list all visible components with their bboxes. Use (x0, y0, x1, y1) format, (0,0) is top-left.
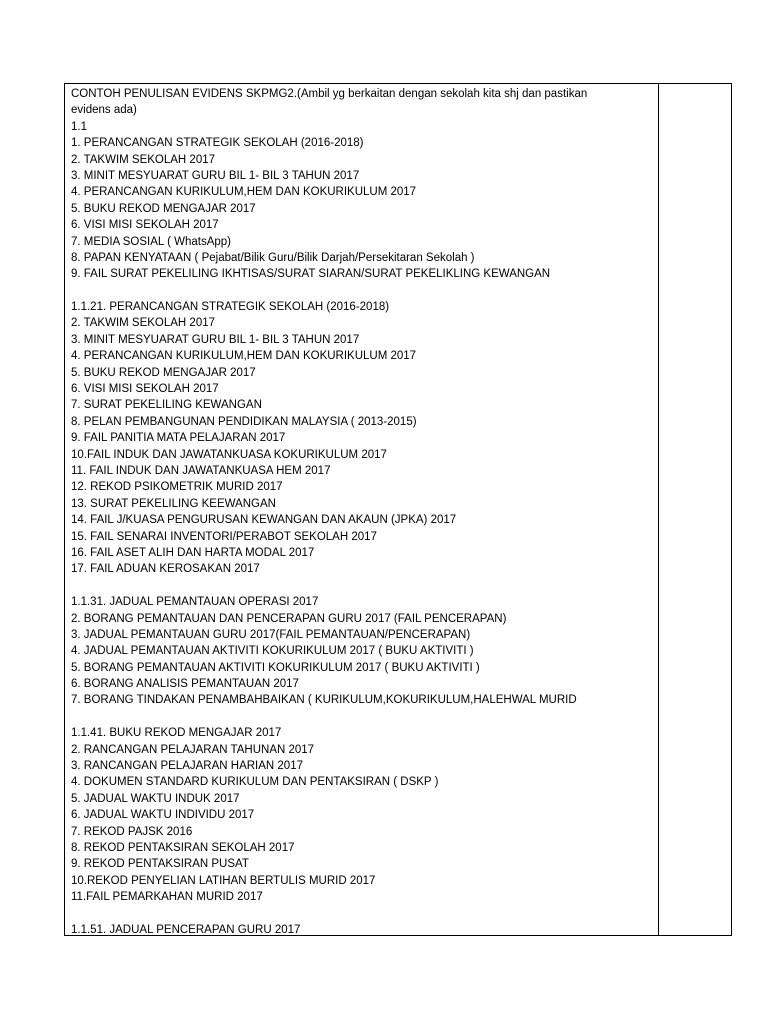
evidence-section (71, 922, 656, 938)
evidence-list-item: 9. FAIL SURAT PEKELILING IKHTISAS/SURAT SIARAN/SURAT PEKELIKLING KEWANGAN (71, 268, 551, 281)
evidence-list-item: 8. PELAN PEMBANGUNAN PENDIDIKAN MALAYSIA ( 2013-2015) (71, 415, 417, 428)
evidence-list-item: 3. MINIT MESYUARAT GURU BIL 1- BIL 3 TAHUN 2017 (71, 169, 360, 182)
evidence-list-item: 3. MINIT MESYUARAT GURU BIL 1- BIL 3 TAHUN 2017 (71, 333, 360, 346)
evidence-list-item: 16. FAIL ASET ALIH DAN HARTA MODAL 2017 (71, 546, 315, 559)
evidence-list-item: 4. DOKUMEN STANDARD KURIKULUM DAN PENTAKSIRAN ( DSKP ) (71, 776, 439, 789)
document-table (64, 83, 732, 936)
evidence-list-item: 1.1 (71, 120, 87, 133)
evidence-list-item: 7. SURAT PEKELILING KEWANGAN (71, 399, 262, 412)
evidence-list-item: 10.REKOD PENYELIAN LATIHAN BERTULIS MURID 2017 (71, 874, 376, 887)
evidence-list-item: 1. PERANCANGAN STRATEGIK SEKOLAH (2016-2018) (71, 137, 364, 150)
evidence-list-item: 6. BORANG ANALISIS PEMANTAUAN 2017 (71, 678, 299, 691)
evidence-list-item: 4. PERANCANGAN KURIKULUM,HEM DAN KOKURIKULUM 2017 (71, 186, 417, 199)
evidence-list-item: 1.1.51. JADUAL PENCERAPAN GURU 2017 (71, 923, 301, 936)
evidence-list-item: 15. FAIL SENARAI INVENTORI/PERABOT SEKOLAH 2017 (71, 530, 377, 543)
evidence-list-item: 7. REKOD PAJSK 2016 (71, 825, 193, 838)
evidence-list-item: 11. FAIL INDUK DAN JAWATANKUASA HEM 2017 (71, 464, 331, 477)
evidence-list-item: 2. RANCANGAN PELAJARAN TAHUNAN 2017 (71, 743, 315, 756)
evidence-list-item: 6. VISI MISI SEKOLAH 2017 (71, 383, 219, 396)
section-spacer (71, 906, 656, 922)
evidence-section (71, 594, 656, 709)
evidence-section (71, 119, 656, 283)
evidence-list-item: 1.1.21. PERANCANGAN STRATEGIK SEKOLAH (2016-2018) (71, 301, 390, 314)
evidence-list-item: 1.1.31. JADUAL PEMANTAUAN OPERASI 2017 (71, 596, 319, 609)
evidence-list-item: 4. JADUAL PEMANTAUAN AKTIVITI KOKURIKULUM 2017 ( BUKU AKTIVITI ) (71, 645, 474, 658)
evidence-list-item: 7. BORANG TINDAKAN PENAMBAHBAIKAN ( KURIKULUM,KOKURIKULUM,HALEHWAL MURID (71, 694, 577, 707)
evidence-list-item: 8. REKOD PENTAKSIRAN SEKOLAH 2017 (71, 841, 295, 854)
document-title-continued: evidens ada) (71, 104, 137, 117)
evidence-section (71, 725, 656, 905)
evidence-list-item: 8. PAPAN KENYATAAN ( Pejabat/Bilik Guru/Bilik Darjah/Persekitaran Sekolah ) (71, 251, 475, 264)
evidence-list-item: 6. JADUAL WAKTU INDIVIDU 2017 (71, 809, 255, 822)
evidence-list-item: 14. FAIL J/KUASA PENGURUSAN KEWANGAN DAN AKAUN (JPKA) 2017 (71, 514, 457, 527)
section-spacer (71, 709, 656, 725)
evidence-list-item: 10.FAIL INDUK DAN JAWATANKUASA KOKURIKULUM 2017 (71, 448, 387, 461)
evidence-list-item: 2. TAKWIM SEKOLAH 2017 (71, 153, 216, 166)
evidence-list-item: 2. TAKWIM SEKOLAH 2017 (71, 317, 216, 330)
evidence-list-item: 17. FAIL ADUAN KEROSAKAN 2017 (71, 563, 260, 576)
section-spacer (71, 283, 656, 299)
evidence-list-item: 6. VISI MISI SEKOLAH 2017 (71, 219, 219, 232)
evidence-list-item: 3. RANCANGAN PELAJARAN HARIAN 2017 (71, 760, 303, 773)
evidence-list-item: 5. JADUAL WAKTU INDUK 2017 (71, 792, 240, 805)
evidence-list-item: 2. BORANG PEMANTAUAN DAN PENCERAPAN GURU 2017 (FAIL PENCERAPAN) (71, 612, 507, 625)
evidence-section (71, 299, 656, 578)
evidence-list-item: 3. JADUAL PEMANTAUAN GURU 2017(FAIL PEMANTAUAN/PENCERAPAN) (71, 628, 471, 641)
column-divider (658, 84, 659, 935)
evidence-list-item: 1.1.41. BUKU REKOD MENGAJAR 2017 (71, 727, 282, 740)
evidence-list-item: 13. SURAT PEKELILING KEEWANGAN (71, 497, 276, 510)
evidence-list-item: 7. MEDIA SOSIAL ( WhatsApp) (71, 235, 231, 248)
evidence-list-item: 11.FAIL PEMARKAHAN MURID 2017 (71, 891, 263, 904)
evidence-list-item: 12. REKOD PSIKOMETRIK MURID 2017 (71, 481, 283, 494)
table-cell-content (71, 86, 656, 938)
evidence-list-item: 4. PERANCANGAN KURIKULUM,HEM DAN KOKURIKULUM 2017 (71, 350, 417, 363)
evidence-list-item: 9. FAIL PANITIA MATA PELAJARAN 2017 (71, 432, 286, 445)
evidence-list-item: 5. BUKU REKOD MENGAJAR 2017 (71, 202, 256, 215)
evidence-list-item: 5. BORANG PEMANTAUAN AKTIVITI KOKURIKULUM 2017 ( BUKU AKTIVITI ) (71, 661, 480, 674)
evidence-list-item: 9. REKOD PENTAKSIRAN PUSAT (71, 858, 249, 871)
document-title: CONTOH PENULISAN EVIDENS SKPMG2.(Ambil yg berkaitan dengan sekolah kita shj dan pastikan (71, 88, 588, 100)
section-spacer (71, 578, 656, 594)
evidence-sections (71, 119, 656, 939)
evidence-list-item: 5. BUKU REKOD MENGAJAR 2017 (71, 366, 256, 379)
